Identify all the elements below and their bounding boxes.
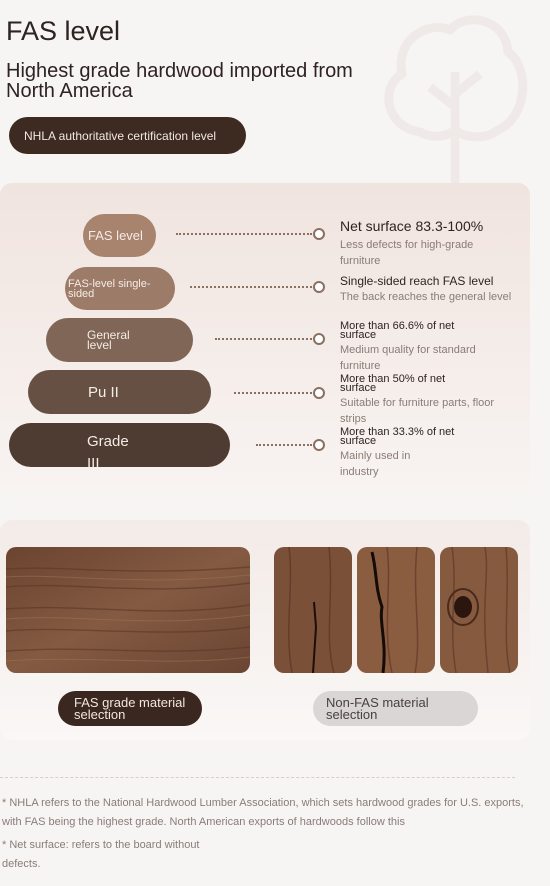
- grade-description: Less defects for high-grade furniture: [340, 239, 474, 267]
- grade-heading: Single-sided reach FAS level: [340, 274, 494, 288]
- caption-text: Non-FAS material selection: [326, 694, 429, 722]
- grade-label: Pu II: [88, 383, 119, 401]
- grade-desc-general: [340, 322, 515, 374]
- grade-label: FAS level: [88, 228, 143, 243]
- fas-material-caption: [58, 691, 202, 726]
- connector-ring: [313, 228, 325, 240]
- non-fas-material-caption: [313, 691, 478, 726]
- grade-description: Suitable for furniture parts, floor strips: [340, 397, 495, 425]
- grade-heading: More than 66.6% of net surface: [340, 320, 455, 341]
- caption-text: FAS grade material selection: [74, 694, 186, 722]
- connector-line: [256, 444, 312, 446]
- connector-line: [176, 233, 312, 235]
- grade-pill-grade3: [9, 423, 230, 467]
- certification-badge: NHLA authoritative certification level: [9, 117, 246, 154]
- non-fas-wood-crack-image: [274, 547, 352, 673]
- grade-description: Medium quality for standard furniture: [340, 344, 476, 372]
- grade-label: General level: [87, 328, 130, 352]
- grade-desc-grade3: [340, 428, 515, 480]
- non-fas-wood-knot-image: [440, 547, 518, 673]
- connector-line: [190, 286, 312, 288]
- grade-pill-fas-single: [65, 267, 175, 310]
- fas-wood-image: [6, 547, 250, 673]
- divider: [0, 777, 515, 778]
- grade-description: Mainly used in industry: [340, 450, 411, 478]
- grade-pill-pu2: [28, 370, 211, 414]
- non-fas-wood-hole-image: [357, 547, 435, 673]
- grade-heading: More than 50% of net surface: [340, 373, 446, 394]
- grade-pill-general: [46, 318, 193, 362]
- footnote-net-surface: * Net surface: refers to the board without defects.: [2, 839, 200, 870]
- connector-ring: [313, 333, 325, 345]
- grade-description: The back reaches the general level: [340, 291, 512, 303]
- page-title: FAS level: [6, 16, 121, 46]
- connector-ring: [313, 387, 325, 399]
- connector-ring: [313, 439, 325, 451]
- grade-pill-fas: [83, 214, 156, 257]
- grade-desc-pu2: [340, 375, 515, 427]
- grade-label: Grade III: [87, 433, 129, 467]
- connector-line: [234, 392, 312, 394]
- grade-desc-fas: [340, 218, 515, 269]
- grade-heading: Net surface 83.3-100%: [340, 218, 484, 234]
- grade-heading: More than 33.3% of net surface: [340, 426, 455, 447]
- grade-desc-fas-single: [340, 275, 515, 305]
- footnote-nhla: * NHLA refers to the National Hardwood Lumber Association, which sets hardwood grades for U.S. exports, with FAS being the highest grade. North American exports of hardwoods follow this: [2, 797, 524, 828]
- grade-label: FAS-level single-sided: [68, 277, 151, 300]
- connector-ring: [313, 281, 325, 293]
- connector-line: [215, 338, 312, 340]
- tree-icon: [380, 12, 530, 187]
- page-subtitle: Highest grade hardwood imported from North America: [6, 60, 353, 102]
